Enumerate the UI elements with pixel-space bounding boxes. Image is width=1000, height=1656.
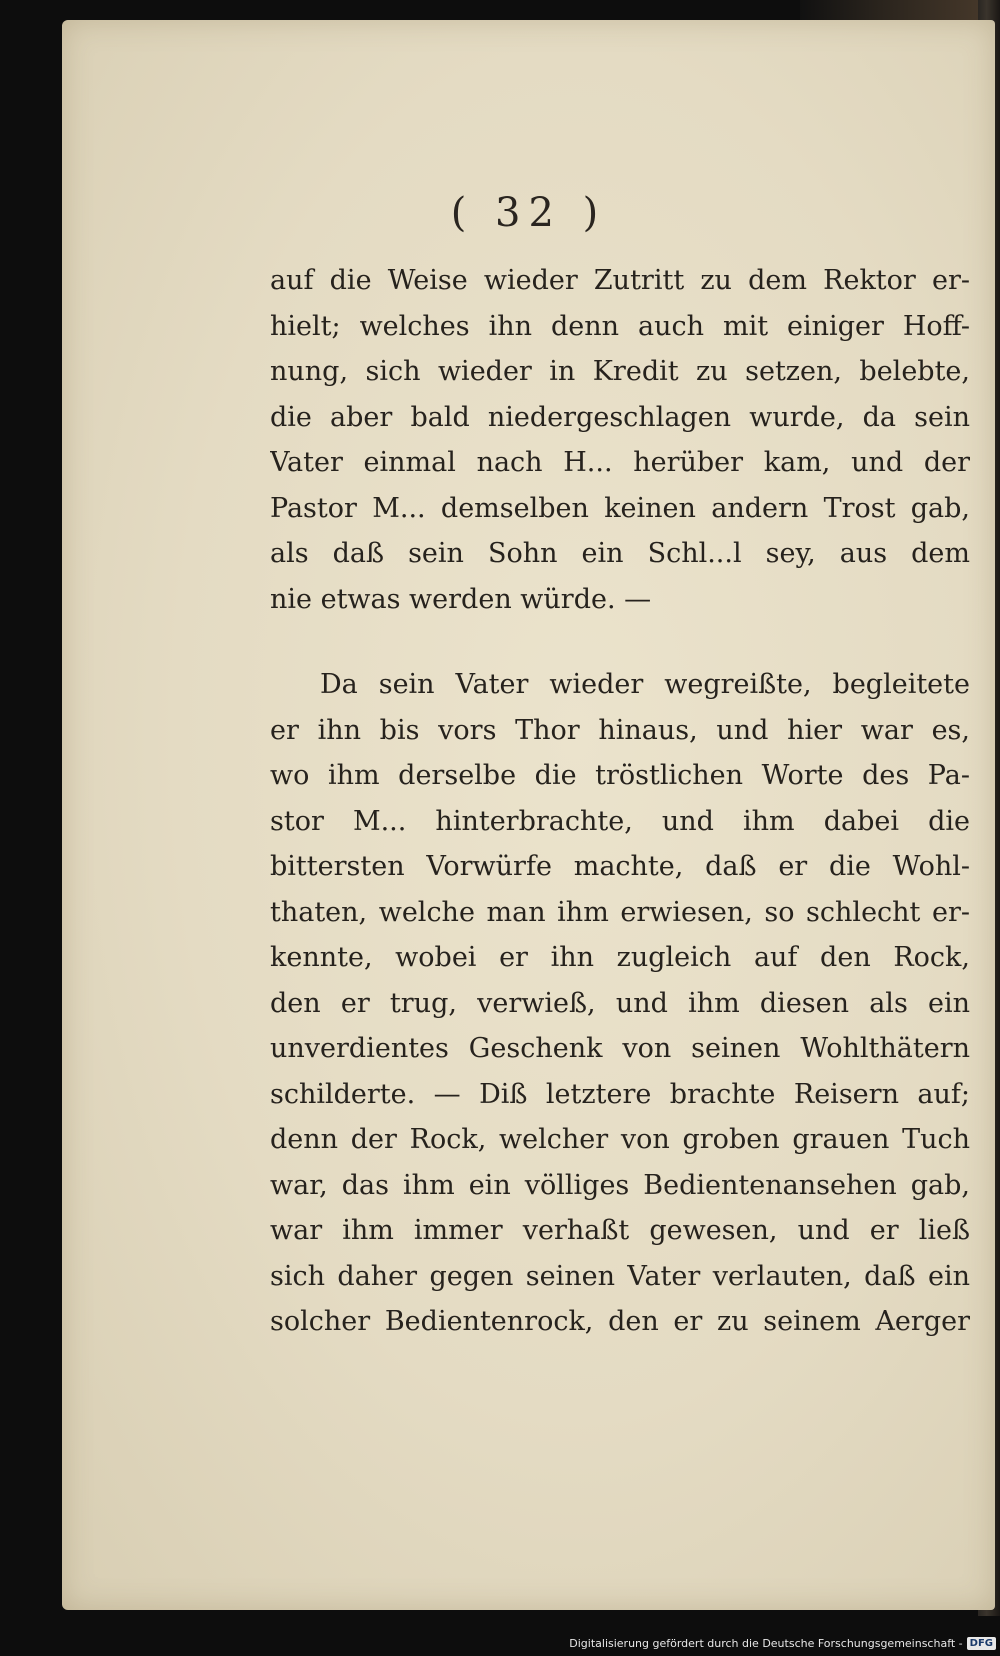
- text-line: schilderte. — Diß letztere brachte Reisern auf;: [270, 1078, 970, 1110]
- dfg-logo-icon: DFG: [967, 1637, 996, 1650]
- text-line: war ihm immer verhaßt gewesen, und er ließ: [270, 1215, 970, 1246]
- text-line: Pastor M... demselben keinen andern Trost gab,: [270, 492, 970, 524]
- text-line: den er trug, verwieß, und ihm diesen als ein: [270, 987, 970, 1019]
- text-line: unverdientes Geschenk von seinen Wohlthätern: [270, 1033, 970, 1064]
- text-line: wo ihm derselbe die tröstlichen Worte des Pa-: [270, 760, 970, 791]
- footer-bar: [0, 1616, 1000, 1656]
- text-line: auf die Weise wieder Zutritt zu dem Rektor er-: [270, 265, 970, 296]
- paragraph-gap: [270, 622, 970, 662]
- credit-text: Digitalisierung gefördert durch die Deutsche Forschungsgemeinschaft -: [569, 1637, 963, 1650]
- text-line: nung, sich wieder in Kredit zu setzen, belebte,: [270, 356, 970, 387]
- book-page: [62, 20, 995, 1610]
- text-line: kennte, wobei er ihn zugleich auf den Rock,: [270, 942, 970, 973]
- paragraph-2: [270, 662, 970, 1345]
- text-line: Vater einmal nach H... herüber kam, und der: [270, 447, 970, 478]
- digitization-credit: [569, 1637, 996, 1650]
- paragraph-1: [270, 258, 970, 622]
- text-line: nie etwas werden würde. —: [270, 583, 652, 615]
- text-line: denn der Rock, welcher von groben grauen Tuch: [270, 1124, 970, 1155]
- text-line: hielt; welches ihn denn auch mit einiger Hoff-: [270, 310, 970, 342]
- text-line: er ihn bis vors Thor hinaus, und hier war es,: [270, 714, 970, 746]
- page-number: ( 32 ): [450, 190, 607, 236]
- text-line: stor M... hinterbrachte, und ihm dabei die: [270, 805, 970, 837]
- text-line: sich daher gegen seinen Vater verlauten, daß ein: [270, 1260, 970, 1292]
- text-line: die aber bald niedergeschlagen wurde, da sein: [270, 401, 970, 433]
- text-line: bittersten Vorwürfe machte, daß er die Wohl-: [270, 851, 970, 882]
- text-line: Da sein Vater wieder wegreißte, begleitete: [320, 669, 970, 700]
- text-line: thaten, welche man ihm erwiesen, so schlecht er-: [270, 896, 970, 928]
- text-line: als daß sein Sohn ein Schl...l sey, aus dem: [270, 538, 970, 569]
- body-text: [270, 258, 970, 1345]
- text-line: solcher Bedientenrock, den er zu seinem Aerger: [270, 1306, 970, 1337]
- text-line: war, das ihm ein völliges Bedientenansehen gab,: [270, 1169, 970, 1201]
